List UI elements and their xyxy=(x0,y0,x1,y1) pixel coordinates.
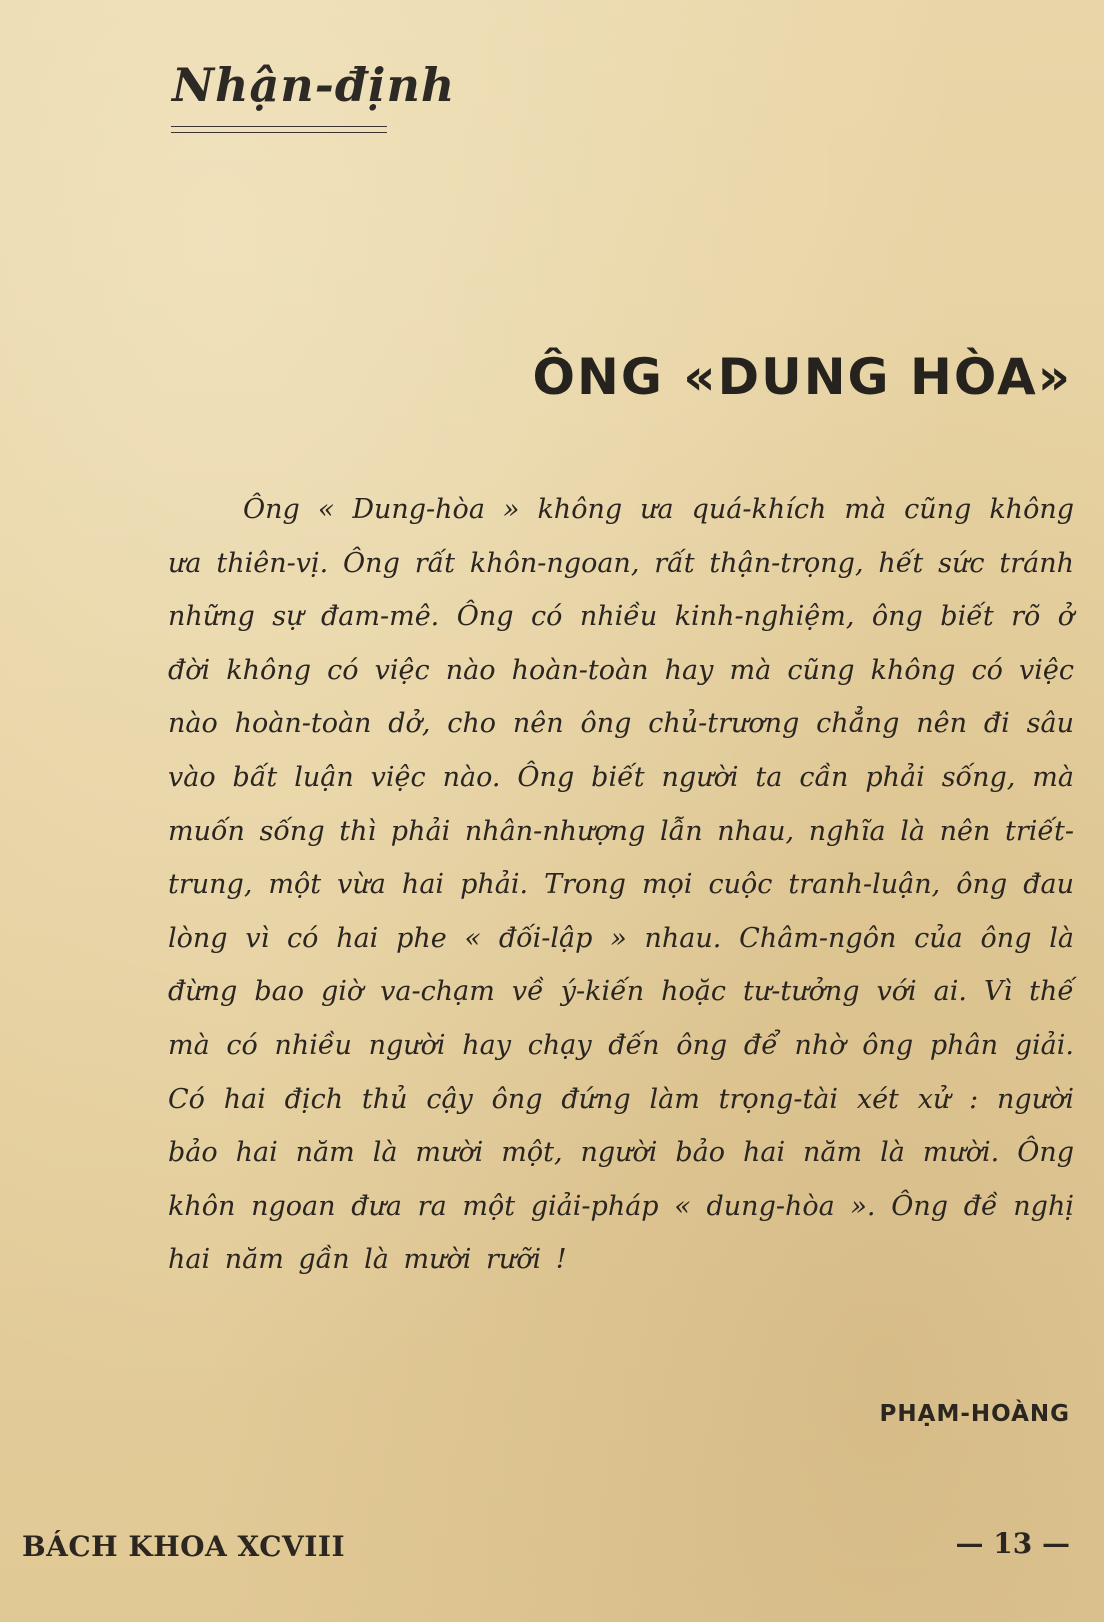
page-number: — 13 — xyxy=(955,1527,1070,1560)
publication-name: BÁCH KHOA XCVIII xyxy=(22,1530,346,1563)
article-body: Ông « Dung-hòa » không ưa quá-khích mà cũng không ưa thiên-vị. Ông rất khôn-ngoan, rất thận-trọng, hết sức tránh những sự đam-mê. Ông có nhiều kinh-nghiệm, ông biết rõ ở đời không có việc nào hoàn-toàn hay mà cũng không có việc nào hoàn-toàn dở, cho nên ông chủ-trương chẳng nên đi sâu vào bất luận việc nào. Ông biết người ta cần phải sống, mà muốn sống thì phải nhân-nhượng lẫn nhau, nghĩa là nên triết-trung, một vừa hai phải. Trong mọi cuộc tranh-luận, ông đau lòng vì có hai phe « đối-lập » nhau. Châm-ngôn của ông là đừng bao giờ va-chạm về ý-kiến hoặc tư-tưởng với ai. Vì thế mà có nhiều người hay chạy đến ông để nhờ ông phân giải. Có hai địch thủ cậy ông đứng làm trọng-tài xét xử : người bảo hai năm là mười một, người bảo hai năm là mười. Ông khôn ngoan đưa ra một giải-pháp « dung-hòa ». Ông đề nghị hai năm gần là mười rưỡi ! xyxy=(168,494,1074,1276)
section-label: Nhận-định xyxy=(172,58,456,112)
article-title: ÔNG «DUNG HÒA» xyxy=(532,348,1072,406)
article-author: PHẠM-HOÀNG xyxy=(879,1401,1070,1427)
double-rule-divider xyxy=(171,126,387,133)
